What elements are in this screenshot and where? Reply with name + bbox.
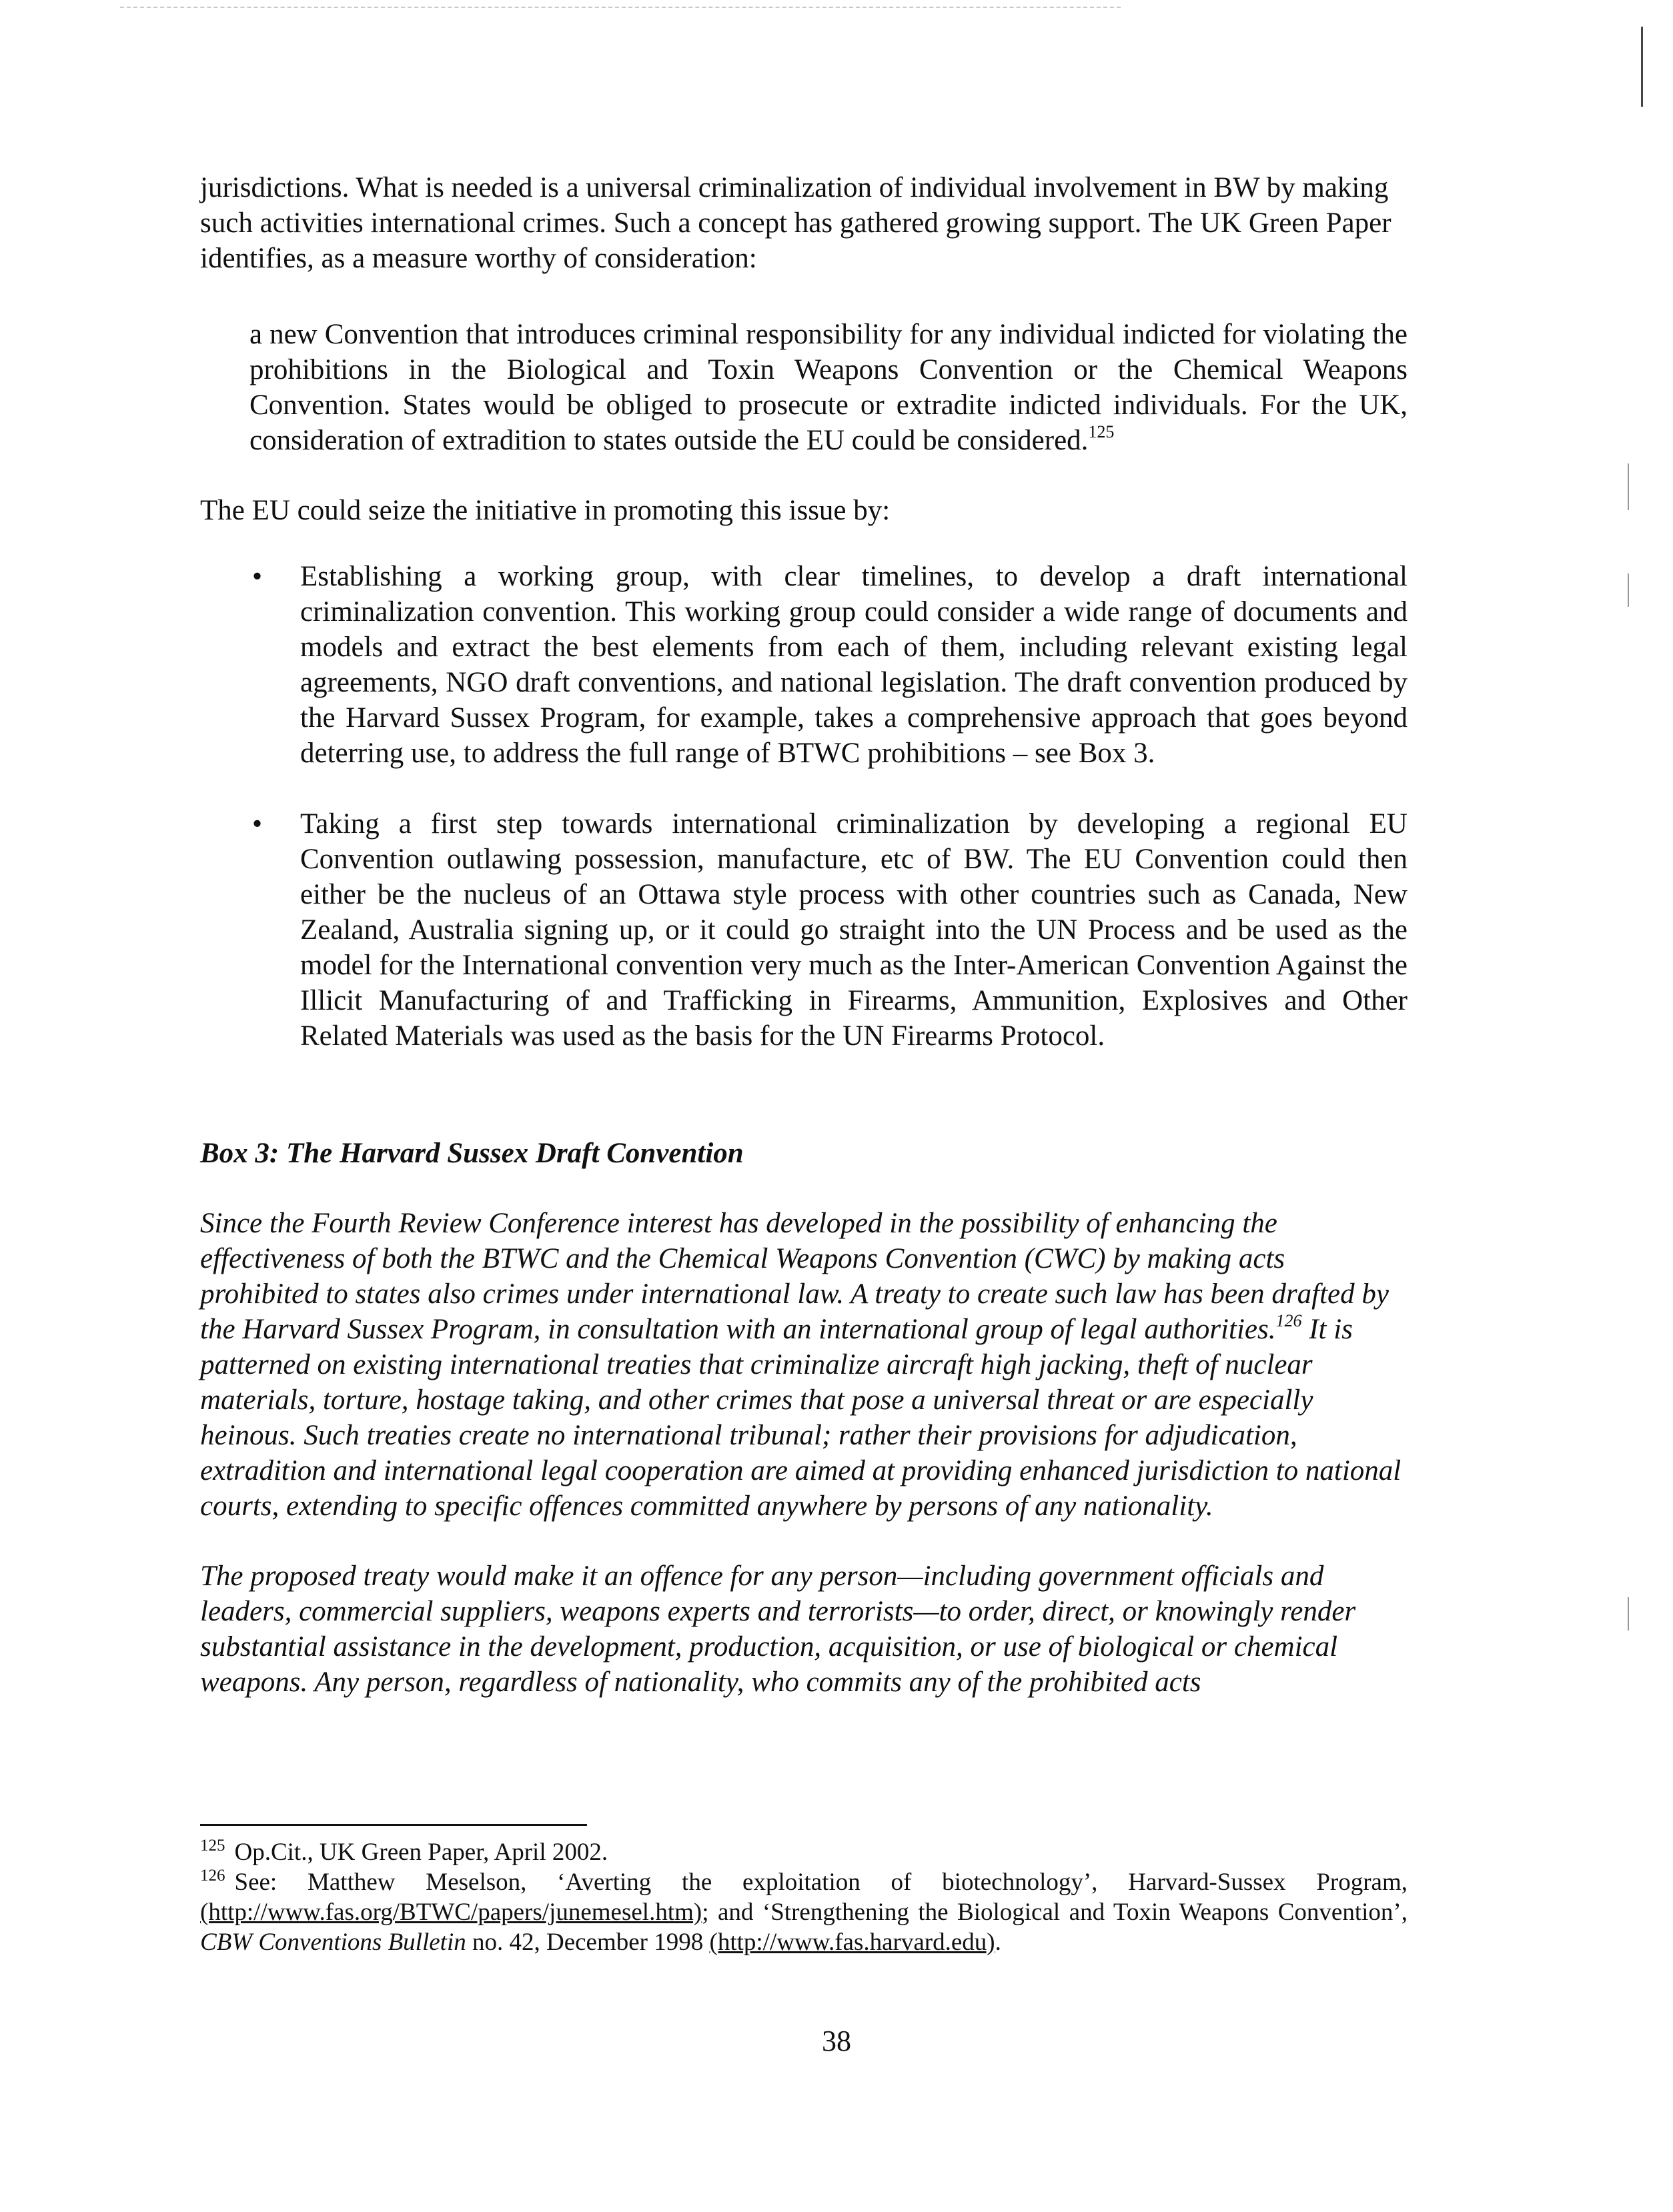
footnotes [200,1837,1408,1957]
bullet-icon: • [252,561,263,592]
box-paragraph-1-text-b: It is patterned on existing international treaties that criminalize aircraft high jacking, theft of nuclear materials, torture, hostage taking, and other crimes that pose a universal threat or are especially heinous. Such treaties create no international tribunal; rather their provisions for adjudication, extradition and international legal cooperation are aimed at providing enhanced jurisdiction to national courts, extending to specific offences committed anywhere by persons of any nationality. [200,1314,1402,1522]
paragraph-eu-initiative: The EU could seize the initiative in promoting this issue by: [200,495,891,526]
footnote-125 [200,1837,1408,1867]
footnote-ref-125: 125 [1088,422,1115,441]
box-paragraph-1 [200,1206,1408,1524]
block-quote-text: a new Convention that introduces criminal responsibility for any individual indicted for violating the prohibitions in the Biological and Toxin Weapons Convention or the Chemical Weapons Convention. States would be obliged to prosecute or extradite indicted individuals. For the UK, consideration of extradition to states outside the EU could be considered. [249,319,1408,456]
footnote-text: . [995,1929,1001,1956]
footnote-link-fas-harvard[interactable]: (http://www.fas.harvard.edu) [709,1929,995,1956]
footnote-number: 125 [200,1837,225,1855]
footnote-link-fas-btwc[interactable]: (http://www.fas.org/BTWC/papers/junemesel.htm) [200,1899,702,1926]
box-title: Box 3: The Harvard Sussex Draft Convention [200,1138,744,1169]
footnote-journal-title: CBW Conventions Bulletin [200,1929,466,1956]
footnote-text: ; and ‘Strengthening the Biological and Toxin Weapons Convention’, [702,1899,1408,1926]
paragraph-intro: jurisdictions. What is needed is a universal criminalization of individual involvement in BW by making such activities international crimes. Such a concept has gathered growing support. The UK Green Paper identifies, as a measure worthy of consideration: [200,172,1391,274]
scan-edge-right [1641,27,1643,107]
scan-edge-top [120,7,1121,8]
footnote-divider [200,1824,587,1826]
footnote-text: See: Matthew Meselson, ‘Averting the exploitation of biotechnology’, Harvard-Sussex Program, [234,1869,1408,1896]
box-paragraph-2: The proposed treaty would make it an offence for any person—including government officials and leaders, commercial suppliers, weapons experts and terrorists—to order, direct, or knowingly render substantial assistance in the development, production, acquisition, or use of biological or chemical weapons. Any person, regardless of nationality, who commits any of the prohibited acts [200,1560,1356,1698]
list-item-text: Taking a first step towards international criminalization by developing a regional EU Convention outlawing possession, manufacture, etc of BW. The EU Convention could then either be the nucleus of an Ottawa style process with other countries such as Canada, New Zealand, Australia signing up, or it could go straight into the UN Process and be used as the model for the International convention very much as the Inter-American Convention Against the Illicit Manufacturing of and Trafficking in Firearms, Ammunition, Explosives and Other Related Materials was used as the basis for the UN Firearms Protocol. [300,808,1408,1052]
footnote-text: no. 42, December 1998 [466,1929,710,1956]
footnote-number: 126 [200,1867,225,1885]
footnote-ref-126: 126 [1275,1311,1302,1330]
scan-mark [1628,574,1629,607]
box-paragraph-1-text-a: Since the Fourth Review Conference interest has developed in the possibility of enhancing the effectiveness of both the BTWC and the Chemical Weapons Convention (CWC) by making acts prohibited to states also crimes under international law. A treaty to create such law has been drafted by the Harvard Sussex Program, in consultation with an international group of legal authorities. [200,1208,1389,1345]
list-item [200,559,1408,771]
list-item [200,806,1408,1054]
bullet-list [200,559,1408,1054]
block-quote [249,317,1408,458]
scan-mark [1628,1597,1629,1630]
document-body [200,170,1408,1700]
footnote-text: Op.Cit., UK Green Paper, April 2002. [234,1839,608,1866]
list-item-text: Establishing a working group, with clear timelines, to develop a draft international criminalization convention. This working group could consider a wide range of documents and models and extract the best elements from each of them, including relevant existing legal agreements, NGO draft conventions, and national legislation. The draft convention produced by the Harvard Sussex Program, for example, takes a comprehensive approach that goes beyond deterring use, to address the full range of BTWC prohibitions – see Box 3. [300,561,1408,769]
bullet-icon: • [252,808,263,840]
page-number: 38 [822,2025,851,2057]
scan-mark [1628,463,1629,510]
footnote-126 [200,1867,1408,1957]
